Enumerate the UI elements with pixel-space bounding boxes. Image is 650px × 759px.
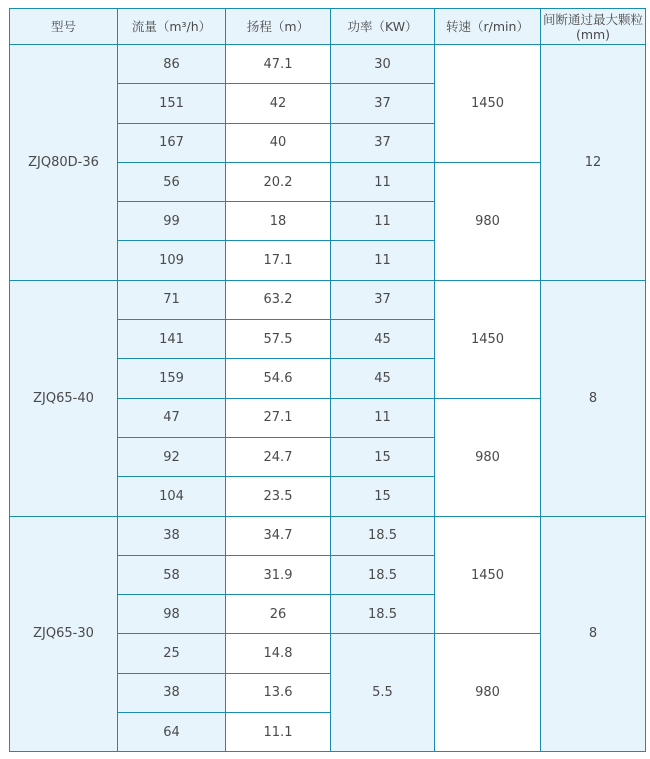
head-cell: 20.2 — [226, 162, 331, 201]
power-cell: 11 — [331, 202, 435, 241]
speed-cell: 1450 — [435, 45, 541, 163]
table-row — [10, 45, 646, 84]
power-cell: 18.5 — [331, 516, 435, 555]
model-cell: ZJQ80D-36 — [10, 45, 118, 281]
flow-cell: 38 — [118, 516, 226, 555]
flow-cell: 98 — [118, 595, 226, 634]
speed-cell: 1450 — [435, 516, 541, 634]
head-cell: 34.7 — [226, 516, 331, 555]
header-flow: 流量（m³/h） — [118, 9, 226, 45]
flow-cell: 58 — [118, 555, 226, 594]
head-cell: 27.1 — [226, 398, 331, 437]
power-cell: 30 — [331, 45, 435, 84]
particle-cell: 12 — [541, 45, 646, 281]
power-cell: 45 — [331, 320, 435, 359]
flow-cell: 109 — [118, 241, 226, 280]
head-cell: 47.1 — [226, 45, 331, 84]
flow-cell: 92 — [118, 437, 226, 476]
head-cell: 26 — [226, 595, 331, 634]
power-cell: 45 — [331, 359, 435, 398]
flow-cell: 38 — [118, 673, 226, 712]
speed-cell: 1450 — [435, 280, 541, 398]
flow-cell: 141 — [118, 320, 226, 359]
speed-cell: 980 — [435, 162, 541, 280]
flow-cell: 47 — [118, 398, 226, 437]
head-cell: 11.1 — [226, 713, 331, 752]
head-cell: 57.5 — [226, 320, 331, 359]
flow-cell: 159 — [118, 359, 226, 398]
power-cell: 18.5 — [331, 595, 435, 634]
power-cell: 37 — [331, 84, 435, 123]
speed-cell: 980 — [435, 398, 541, 516]
power-cell: 18.5 — [331, 555, 435, 594]
power-cell: 11 — [331, 162, 435, 201]
power-cell: 15 — [331, 477, 435, 516]
pump-spec-table — [9, 8, 646, 752]
flow-cell: 56 — [118, 162, 226, 201]
power-cell: 37 — [331, 123, 435, 162]
power-cell: 11 — [331, 398, 435, 437]
flow-cell: 71 — [118, 280, 226, 319]
particle-cell: 8 — [541, 516, 646, 752]
header-particle: 间断通过最大颗粒(mm) — [541, 9, 646, 45]
flow-cell: 167 — [118, 123, 226, 162]
header-power: 功率（KW） — [331, 9, 435, 45]
table-row — [10, 516, 646, 555]
power-cell: 11 — [331, 241, 435, 280]
flow-cell: 151 — [118, 84, 226, 123]
flow-cell: 104 — [118, 477, 226, 516]
spec-table-container — [9, 8, 646, 752]
flow-cell: 86 — [118, 45, 226, 84]
head-cell: 63.2 — [226, 280, 331, 319]
header-head: 扬程（m） — [226, 9, 331, 45]
head-cell: 18 — [226, 202, 331, 241]
head-cell: 13.6 — [226, 673, 331, 712]
head-cell: 42 — [226, 84, 331, 123]
speed-cell: 980 — [435, 634, 541, 752]
header-model: 型号 — [10, 9, 118, 45]
model-cell: ZJQ65-40 — [10, 280, 118, 516]
table-row — [10, 280, 646, 319]
power-cell: 5.5 — [331, 634, 435, 752]
head-cell: 14.8 — [226, 634, 331, 673]
header-speed: 转速（r/min） — [435, 9, 541, 45]
head-cell: 23.5 — [226, 477, 331, 516]
flow-cell: 64 — [118, 713, 226, 752]
flow-cell: 99 — [118, 202, 226, 241]
power-cell: 15 — [331, 437, 435, 476]
head-cell: 17.1 — [226, 241, 331, 280]
particle-cell: 8 — [541, 280, 646, 516]
head-cell: 40 — [226, 123, 331, 162]
header-row — [10, 9, 646, 45]
flow-cell: 25 — [118, 634, 226, 673]
model-cell: ZJQ65-30 — [10, 516, 118, 752]
head-cell: 31.9 — [226, 555, 331, 594]
head-cell: 24.7 — [226, 437, 331, 476]
head-cell: 54.6 — [226, 359, 331, 398]
power-cell: 37 — [331, 280, 435, 319]
